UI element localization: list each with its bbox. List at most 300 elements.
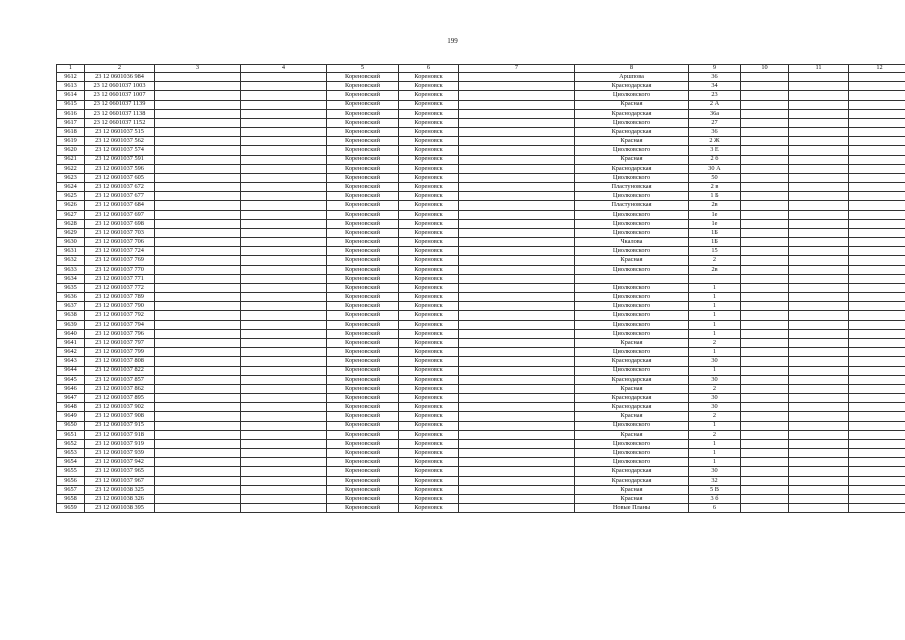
street-cell: Циолковского (575, 219, 689, 228)
row-number-cell: 9619 (57, 137, 85, 146)
city-cell: Кореновск (399, 476, 459, 485)
street-cell: Циолковского (575, 173, 689, 182)
column-4-cell (241, 311, 327, 320)
row-number-cell: 9624 (57, 183, 85, 192)
street-cell: Краснодарская (575, 403, 689, 412)
city-cell: Кореновск (399, 82, 459, 91)
row-number-cell: 9648 (57, 403, 85, 412)
row-number-cell: 9638 (57, 311, 85, 320)
column-7-cell (459, 183, 575, 192)
column-12-cell (849, 109, 905, 118)
city-cell: Кореновск (399, 100, 459, 109)
city-cell: Кореновск (399, 274, 459, 283)
column-12-cell (849, 467, 905, 476)
city-cell: Кореновск (399, 311, 459, 320)
cadastral-number-cell: 23 12 0601037 677 (85, 192, 155, 201)
column-4-cell (241, 137, 327, 146)
cadastral-number-cell: 23 12 0601037 919 (85, 439, 155, 448)
city-cell: Кореновск (399, 320, 459, 329)
column-7-cell (459, 394, 575, 403)
column-11-cell (789, 201, 849, 210)
cadastral-number-cell: 23 12 0601037 772 (85, 283, 155, 292)
table-row (57, 403, 905, 412)
column-3-cell (155, 164, 241, 173)
street-cell: Красная (575, 485, 689, 494)
table-row (57, 183, 905, 192)
column-11-cell (789, 155, 849, 164)
street-cell: Циолковского (575, 210, 689, 219)
table-row (57, 311, 905, 320)
column-7-cell (459, 293, 575, 302)
city-cell: Кореновск (399, 228, 459, 237)
column-10-cell (741, 403, 789, 412)
district-cell: Кореновский (327, 366, 399, 375)
district-cell: Кореновский (327, 467, 399, 476)
column-3-cell (155, 485, 241, 494)
column-4-cell (241, 320, 327, 329)
column-10-cell (741, 412, 789, 421)
street-cell: Красная (575, 494, 689, 503)
row-number-cell: 9655 (57, 467, 85, 476)
column-11-cell (789, 247, 849, 256)
column-10-cell (741, 302, 789, 311)
house-number-cell: 2 (689, 412, 741, 421)
column-11-cell (789, 504, 849, 513)
city-cell: Кореновск (399, 210, 459, 219)
street-cell: Циолковского (575, 146, 689, 155)
column-7-cell (459, 91, 575, 100)
street-cell: Краснодарская (575, 357, 689, 366)
column-4-cell (241, 201, 327, 210)
cadastral-number-cell: 23 12 0601037 771 (85, 274, 155, 283)
column-10-cell (741, 173, 789, 182)
column-header: 12 (849, 65, 905, 73)
column-12-cell (849, 256, 905, 265)
row-number-cell: 9646 (57, 384, 85, 393)
column-12-cell (849, 283, 905, 292)
column-10-cell (741, 449, 789, 458)
column-12-cell (849, 485, 905, 494)
city-cell: Кореновск (399, 265, 459, 274)
column-4-cell (241, 485, 327, 494)
column-12-cell (849, 302, 905, 311)
cadastral-number-cell: 23 12 0601037 770 (85, 265, 155, 274)
column-11-cell (789, 109, 849, 118)
column-7-cell (459, 73, 575, 82)
house-number-cell: 27 (689, 118, 741, 127)
column-11-cell (789, 164, 849, 173)
street-cell: Циолковского (575, 329, 689, 338)
column-3-cell (155, 82, 241, 91)
house-number-cell: 2в (689, 265, 741, 274)
column-11-cell (789, 265, 849, 274)
column-7-cell (459, 274, 575, 283)
column-12-cell (849, 210, 905, 219)
column-3-cell (155, 375, 241, 384)
column-10-cell (741, 293, 789, 302)
cadastral-number-cell: 23 12 0601037 1007 (85, 91, 155, 100)
column-11-cell (789, 283, 849, 292)
cadastral-number-cell: 23 12 0601037 862 (85, 384, 155, 393)
city-cell: Кореновск (399, 91, 459, 100)
column-7-cell (459, 458, 575, 467)
district-cell: Кореновский (327, 82, 399, 91)
district-cell: Кореновский (327, 219, 399, 228)
column-3-cell (155, 449, 241, 458)
house-number-cell: 30 (689, 403, 741, 412)
column-3-cell (155, 421, 241, 430)
cadastral-number-cell: 23 12 0601037 895 (85, 394, 155, 403)
row-number-cell: 9640 (57, 329, 85, 338)
house-number-cell: 1 Б (689, 192, 741, 201)
column-12-cell (849, 183, 905, 192)
column-4-cell (241, 91, 327, 100)
table-row (57, 293, 905, 302)
column-3-cell (155, 228, 241, 237)
row-number-cell: 9643 (57, 357, 85, 366)
column-11-cell (789, 100, 849, 109)
column-4-cell (241, 338, 327, 347)
table-row (57, 375, 905, 384)
cadastral-number-cell: 23 12 0601037 797 (85, 338, 155, 347)
column-11-cell (789, 219, 849, 228)
street-cell: Циолковского (575, 302, 689, 311)
house-number-cell: 30 (689, 467, 741, 476)
row-number-cell: 9621 (57, 155, 85, 164)
column-7-cell (459, 338, 575, 347)
column-3-cell (155, 412, 241, 421)
district-cell: Кореновский (327, 458, 399, 467)
row-number-cell: 9633 (57, 265, 85, 274)
column-12-cell (849, 403, 905, 412)
column-11-cell (789, 366, 849, 375)
column-7-cell (459, 329, 575, 338)
cadastral-number-cell: 23 12 0601037 574 (85, 146, 155, 155)
cadastral-number-cell: 23 12 0601037 1139 (85, 100, 155, 109)
column-10-cell (741, 338, 789, 347)
column-header: 11 (789, 65, 849, 73)
row-number-cell: 9626 (57, 201, 85, 210)
house-number-cell: 36а (689, 109, 741, 118)
column-7-cell (459, 366, 575, 375)
row-number-cell: 9644 (57, 366, 85, 375)
column-4-cell (241, 173, 327, 182)
cadastral-number-cell: 23 12 0601037 591 (85, 155, 155, 164)
column-10-cell (741, 210, 789, 219)
row-number-cell: 9614 (57, 91, 85, 100)
city-cell: Кореновск (399, 412, 459, 421)
district-cell: Кореновский (327, 394, 399, 403)
city-cell: Кореновск (399, 73, 459, 82)
cadastral-number-cell: 23 12 0601037 942 (85, 458, 155, 467)
column-4-cell (241, 302, 327, 311)
column-11-cell (789, 73, 849, 82)
cadastral-number-cell: 23 12 0601037 724 (85, 247, 155, 256)
house-number-cell: 3 б (689, 494, 741, 503)
column-10-cell (741, 265, 789, 274)
table-row (57, 137, 905, 146)
column-10-cell (741, 91, 789, 100)
district-cell: Кореновский (327, 256, 399, 265)
table-row (57, 146, 905, 155)
row-number-cell: 9636 (57, 293, 85, 302)
column-10-cell (741, 485, 789, 494)
column-11-cell (789, 82, 849, 91)
column-11-cell (789, 494, 849, 503)
city-cell: Кореновск (399, 421, 459, 430)
column-4-cell (241, 100, 327, 109)
column-3-cell (155, 311, 241, 320)
column-4-cell (241, 293, 327, 302)
column-12-cell (849, 366, 905, 375)
column-header: 1 (57, 65, 85, 73)
column-7-cell (459, 256, 575, 265)
row-number-cell: 9652 (57, 439, 85, 448)
column-11-cell (789, 118, 849, 127)
table-row (57, 219, 905, 228)
column-10-cell (741, 100, 789, 109)
column-7-cell (459, 357, 575, 366)
table-row (57, 449, 905, 458)
street-cell: Краснодарская (575, 467, 689, 476)
column-11-cell (789, 128, 849, 137)
street-cell: Циолковского (575, 449, 689, 458)
cadastral-number-cell: 23 12 0601037 698 (85, 219, 155, 228)
column-10-cell (741, 137, 789, 146)
column-10-cell (741, 320, 789, 329)
column-4-cell (241, 458, 327, 467)
column-header: 8 (575, 65, 689, 73)
cadastral-number-cell: 23 12 0601037 605 (85, 173, 155, 182)
table-body (57, 73, 905, 513)
column-12-cell (849, 137, 905, 146)
column-7-cell (459, 155, 575, 164)
column-7-cell (459, 238, 575, 247)
column-3-cell (155, 476, 241, 485)
street-cell: Краснодарская (575, 164, 689, 173)
district-cell: Кореновский (327, 137, 399, 146)
column-12-cell (849, 494, 905, 503)
city-cell: Кореновск (399, 348, 459, 357)
table-row (57, 192, 905, 201)
column-11-cell (789, 183, 849, 192)
table-row (57, 228, 905, 237)
cadastral-number-cell: 23 12 0601037 697 (85, 210, 155, 219)
cadastral-number-cell: 23 12 0601037 918 (85, 430, 155, 439)
house-number-cell: 1 (689, 329, 741, 338)
district-cell: Кореновский (327, 201, 399, 210)
column-10-cell (741, 183, 789, 192)
column-4-cell (241, 219, 327, 228)
column-4-cell (241, 109, 327, 118)
column-10-cell (741, 458, 789, 467)
page-number: 199 (447, 37, 458, 45)
column-3-cell (155, 100, 241, 109)
registry-table (56, 64, 905, 513)
column-12-cell (849, 412, 905, 421)
row-number-cell: 9651 (57, 430, 85, 439)
street-cell: Циолковского (575, 320, 689, 329)
district-cell: Кореновский (327, 384, 399, 393)
column-12-cell (849, 91, 905, 100)
house-number-cell: 23 (689, 91, 741, 100)
house-number-cell: 15 (689, 247, 741, 256)
table-row (57, 118, 905, 127)
column-7-cell (459, 412, 575, 421)
table-row (57, 357, 905, 366)
row-number-cell: 9632 (57, 256, 85, 265)
house-number-cell: 1е (689, 210, 741, 219)
column-7-cell (459, 137, 575, 146)
table-row (57, 173, 905, 182)
column-4-cell (241, 283, 327, 292)
table-row (57, 329, 905, 338)
column-3-cell (155, 384, 241, 393)
column-10-cell (741, 476, 789, 485)
column-7-cell (459, 265, 575, 274)
district-cell: Кореновский (327, 265, 399, 274)
column-12-cell (849, 192, 905, 201)
cadastral-number-cell: 23 12 0601037 562 (85, 137, 155, 146)
column-11-cell (789, 430, 849, 439)
city-cell: Кореновск (399, 494, 459, 503)
column-12-cell (849, 293, 905, 302)
column-10-cell (741, 311, 789, 320)
column-7-cell (459, 504, 575, 513)
city-cell: Кореновск (399, 238, 459, 247)
street-cell: Новые Планы (575, 504, 689, 513)
column-7-cell (459, 384, 575, 393)
column-10-cell (741, 201, 789, 210)
column-7-cell (459, 146, 575, 155)
column-7-cell (459, 228, 575, 237)
row-number-cell: 9630 (57, 238, 85, 247)
column-10-cell (741, 430, 789, 439)
column-12-cell (849, 329, 905, 338)
cadastral-number-cell: 23 12 0601037 1138 (85, 109, 155, 118)
house-number-cell: 50 (689, 173, 741, 182)
column-12-cell (849, 173, 905, 182)
row-number-cell: 9637 (57, 302, 85, 311)
column-4-cell (241, 421, 327, 430)
column-7-cell (459, 118, 575, 127)
city-cell: Кореновск (399, 183, 459, 192)
column-3-cell (155, 265, 241, 274)
district-cell: Кореновский (327, 485, 399, 494)
street-cell: Пластуновская (575, 201, 689, 210)
row-number-cell: 9656 (57, 476, 85, 485)
column-11-cell (789, 375, 849, 384)
house-number-cell: 2 в (689, 183, 741, 192)
district-cell: Кореновский (327, 311, 399, 320)
column-7-cell (459, 82, 575, 91)
column-4-cell (241, 394, 327, 403)
column-7-cell (459, 173, 575, 182)
column-11-cell (789, 274, 849, 283)
district-cell: Кореновский (327, 439, 399, 448)
street-cell: Циолковского (575, 458, 689, 467)
city-cell: Кореновск (399, 430, 459, 439)
city-cell: Кореновск (399, 283, 459, 292)
column-4-cell (241, 494, 327, 503)
city-cell: Кореновск (399, 118, 459, 127)
column-3-cell (155, 338, 241, 347)
column-10-cell (741, 219, 789, 228)
house-number-cell: 30 (689, 357, 741, 366)
city-cell: Кореновск (399, 201, 459, 210)
city-cell: Кореновск (399, 467, 459, 476)
district-cell: Кореновский (327, 155, 399, 164)
column-11-cell (789, 173, 849, 182)
street-cell: Краснодарская (575, 128, 689, 137)
column-3-cell (155, 256, 241, 265)
house-number-cell: 30 (689, 394, 741, 403)
column-10-cell (741, 82, 789, 91)
column-10-cell (741, 238, 789, 247)
street-cell: Красная (575, 384, 689, 393)
column-11-cell (789, 137, 849, 146)
table-row (57, 247, 905, 256)
district-cell: Кореновский (327, 430, 399, 439)
house-number-cell: 1 (689, 348, 741, 357)
table-row (57, 421, 905, 430)
city-cell: Кореновск (399, 439, 459, 448)
row-number-cell: 9613 (57, 82, 85, 91)
row-number-cell: 9647 (57, 394, 85, 403)
column-3-cell (155, 302, 241, 311)
column-4-cell (241, 256, 327, 265)
column-4-cell (241, 357, 327, 366)
street-cell: Циолковского (575, 265, 689, 274)
column-12-cell (849, 128, 905, 137)
district-cell: Кореновский (327, 320, 399, 329)
column-4-cell (241, 384, 327, 393)
column-11-cell (789, 421, 849, 430)
cadastral-number-cell: 23 12 0601038 325 (85, 485, 155, 494)
row-number-cell: 9657 (57, 485, 85, 494)
column-11-cell (789, 384, 849, 393)
table-row (57, 109, 905, 118)
house-number-cell: 36 (689, 73, 741, 82)
house-number-cell: 1 (689, 439, 741, 448)
row-number-cell: 9623 (57, 173, 85, 182)
cadastral-number-cell: 23 12 0601037 596 (85, 164, 155, 173)
column-12-cell (849, 458, 905, 467)
column-4-cell (241, 403, 327, 412)
column-3-cell (155, 137, 241, 146)
street-cell: Циолковского (575, 348, 689, 357)
column-header: 9 (689, 65, 741, 73)
street-cell: Циолковского (575, 421, 689, 430)
column-7-cell (459, 283, 575, 292)
cadastral-number-cell: 23 12 0601037 706 (85, 238, 155, 247)
street-cell: Циолковского (575, 247, 689, 256)
table-row (57, 238, 905, 247)
city-cell: Кореновск (399, 302, 459, 311)
column-10-cell (741, 394, 789, 403)
column-4-cell (241, 82, 327, 91)
column-12-cell (849, 449, 905, 458)
column-7-cell (459, 320, 575, 329)
row-number-cell: 9615 (57, 100, 85, 109)
district-cell: Кореновский (327, 375, 399, 384)
district-cell: Кореновский (327, 357, 399, 366)
district-cell: Кореновский (327, 403, 399, 412)
house-number-cell: 34 (689, 82, 741, 91)
column-11-cell (789, 394, 849, 403)
column-4-cell (241, 329, 327, 338)
column-11-cell (789, 302, 849, 311)
